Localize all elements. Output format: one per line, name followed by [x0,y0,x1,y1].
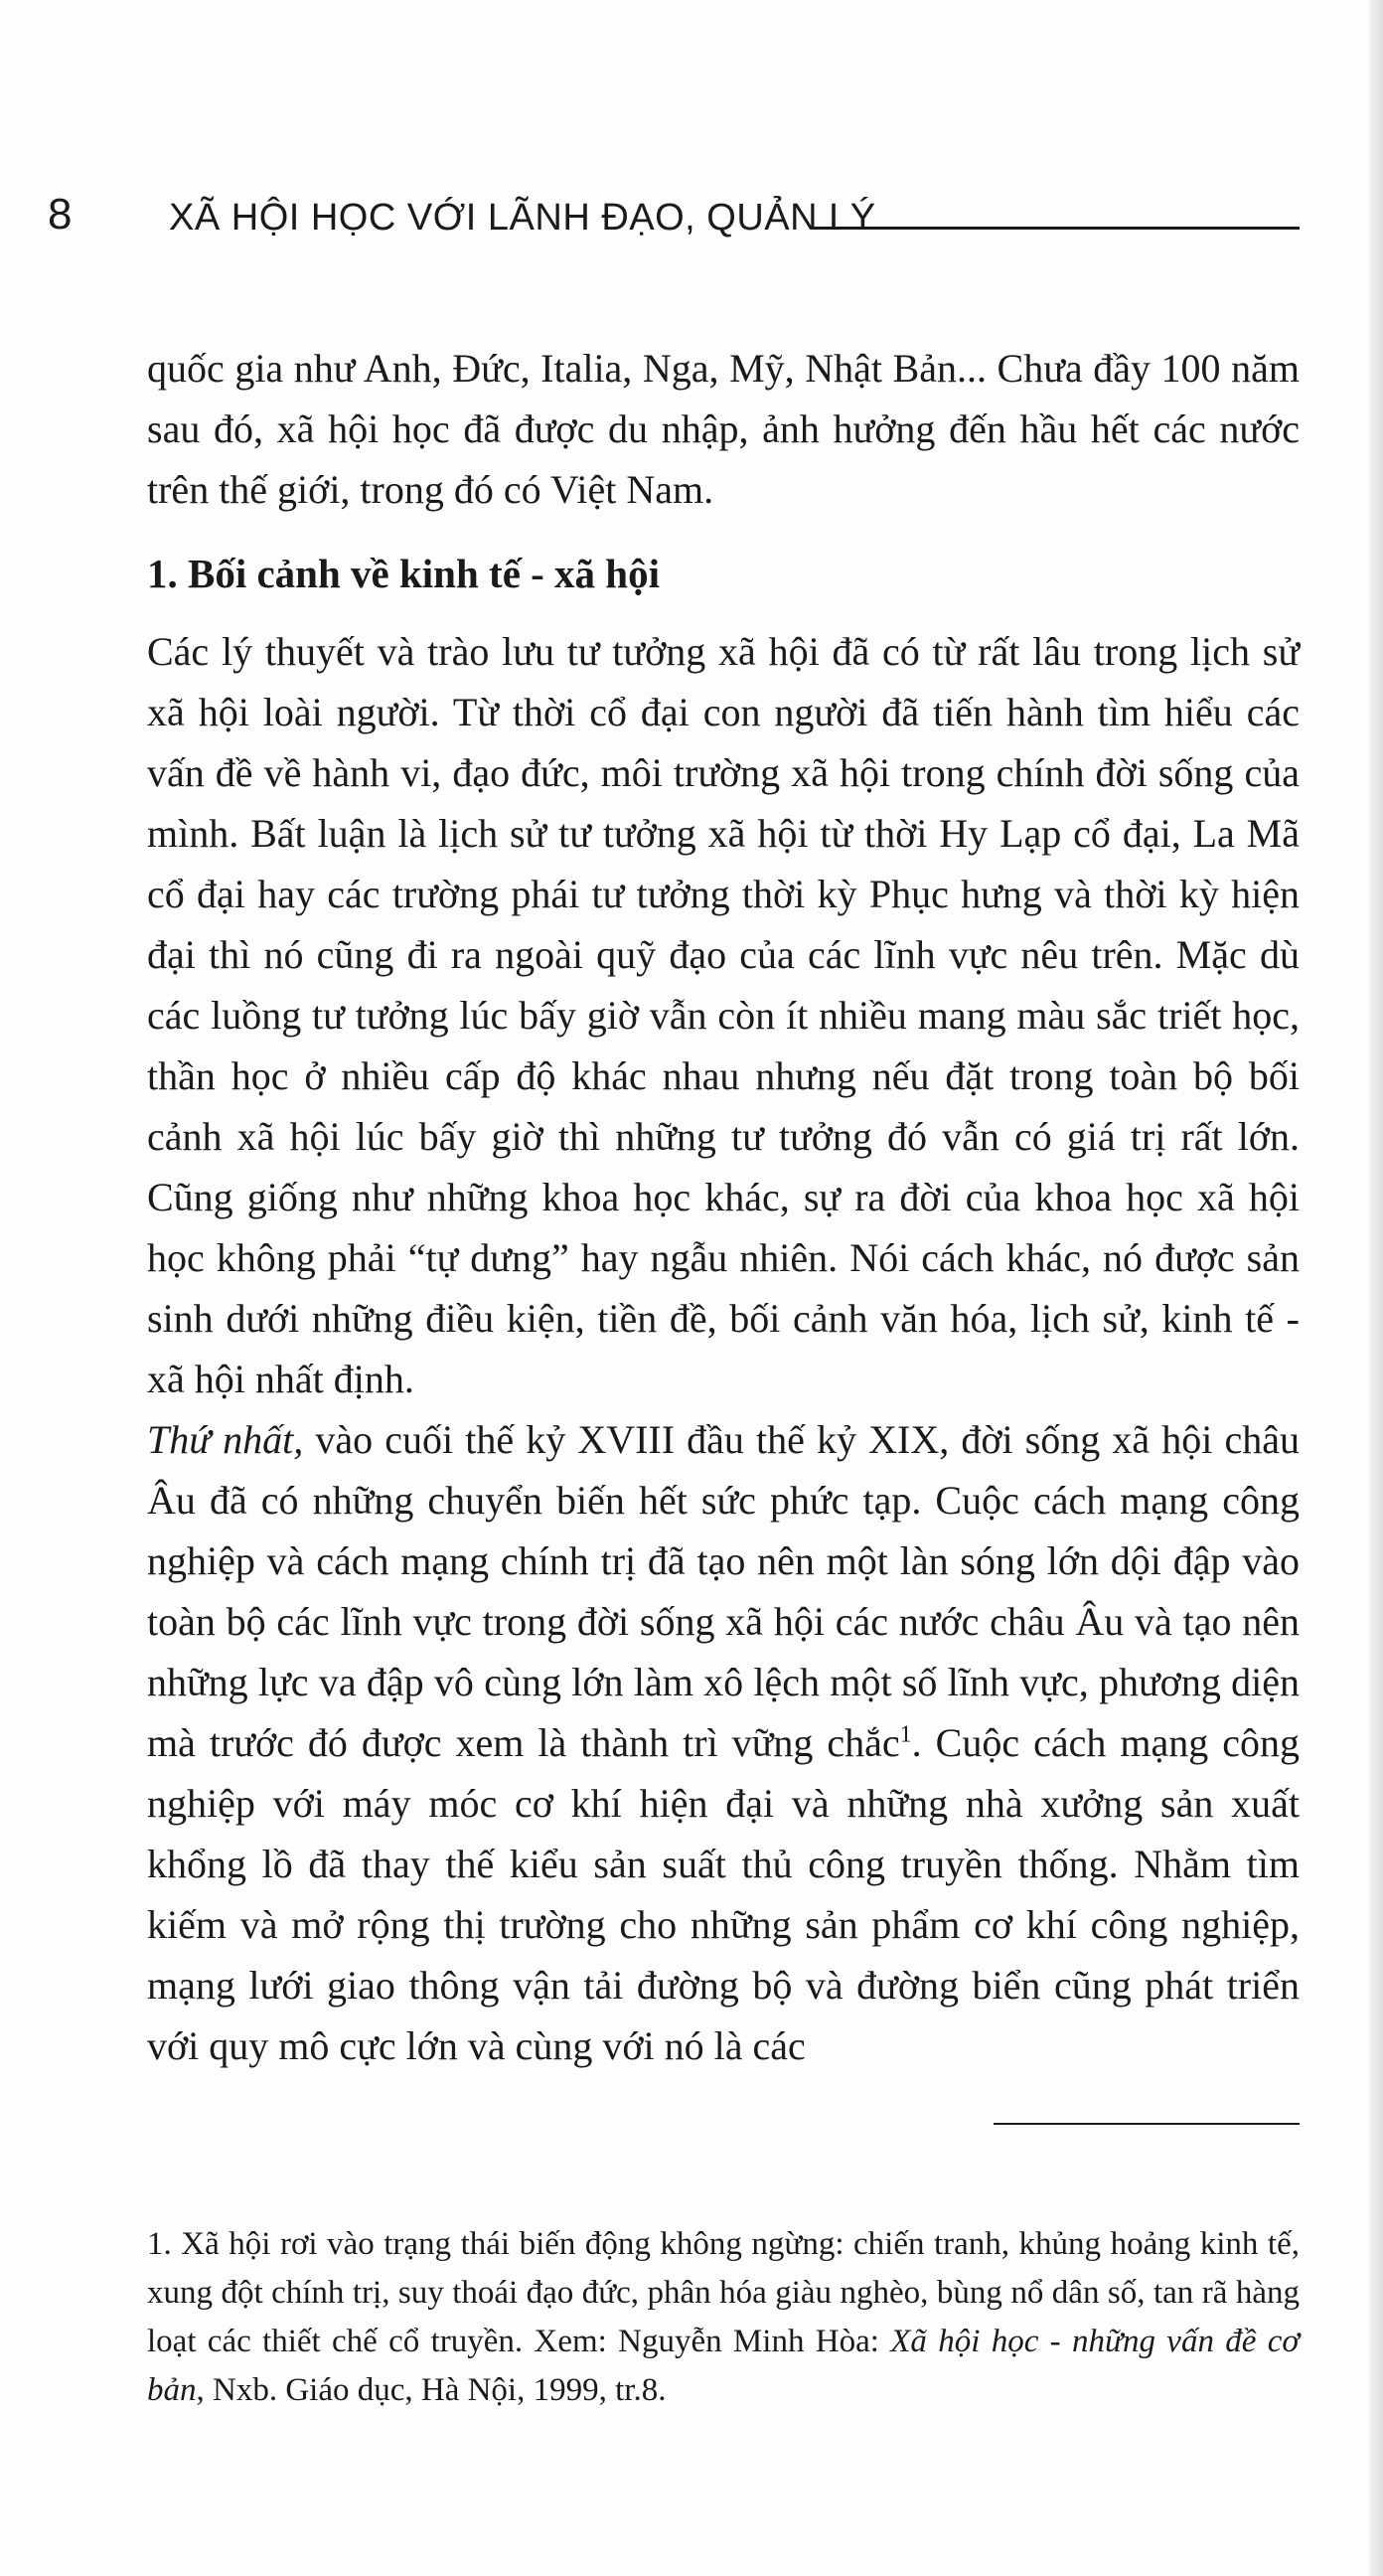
page-number: 8 [48,190,73,239]
section-heading: 1. Bối cảnh về kinh tế - xã hội [147,551,660,596]
running-header [48,189,1300,248]
intro-paragraph: quốc gia như Anh, Đức, Italia, Nga, Mỹ, Nhật Bản... Chưa đầy 100 năm sau đó, xã hội học đã được du nhập, ảnh hưởng đến hầu hết các nước trên thế giới, trong đó có Việt Nam. [147,346,1300,512]
header-rule [813,227,1300,230]
paragraph-first-point [147,1409,1300,2076]
footnote-paragraph [147,2220,1300,2415]
body-text [147,338,1300,2076]
footnote-publication: , Nxb. Giáo dục, Hà Nội, 1999, tr.8. [196,2372,667,2408]
footnote-text: 1. Xã hội rơi vào trạng thái biến động không ngừng: chiến tranh, khủng hoảng kinh tế, xung đột chính trị, suy thoái đạo đức, phân hóa giàu nghèo, bùng nổ dân số, tan rã hàng loạt các thiết chế cổ truyền. Xem: Nguyễn Minh Hòa: [147,2226,1300,2359]
paragraph-lead-italic: Thứ nhất, [147,1417,304,1462]
running-title: XÃ HỘI HỌC VỚI LÃNH ĐẠO, QUẢN LÝ [169,197,876,239]
footnote-rule [994,2123,1300,2125]
page-edge-shadow [1369,0,1383,2576]
paragraph-context: Các lý thuyết và trào lưu tư tưởng xã hội đã có từ rất lâu trong lịch sử xã hội loài người. Từ thời cổ đại con người đã tiến hành tìm hiểu các vấn đề về hành vi, đạo đức, môi trường xã hội trong chính đời sống của mình. Bất luận là lịch sử tư tưởng xã hội từ thời Hy Lạp cổ đại, La Mã cổ đại hay các trường phái tư tưởng thời kỳ Phục hưng và thời kỳ hiện đại thì nó cũng đi ra ngoài quỹ đạo của các lĩnh vực nêu trên. Mặc dù các luồng tư tưởng lúc bấy giờ vẫn còn ít nhiều mang màu sắc triết học, thần học ở nhiều cấp độ khác nhau nhưng nếu đặt trong toàn bộ bối cảnh xã hội lúc bấy giờ thì những tư tưởng đó vẫn có giá trị rất lớn. Cũng giống như những khoa học khác, sự ra đời của khoa học xã hội học không phải “tự dưng” hay ngẫu nhiên. Nói cách khác, nó được sản sinh dưới những điều kiện, tiền đề, bối cảnh văn hóa, lịch sử, kinh tế - xã hội nhất định. [147,629,1300,1401]
paragraph-first-point-rest: . Cuộc cách mạng công nghiệp với máy móc cơ khí hiện đại và những nhà xưởng sản xuất khổng lồ đã thay thế kiểu sản suất thủ công truyền thống. Nhằm tìm kiếm và mở rộng thị trường cho những sản phẩm cơ khí công nghiệp, mạng lưới giao thông vận tải đường bộ và đường biển cũng phát triển với quy mô cực lớn và cùng với nó là các [147,1720,1300,2068]
footnote-reference[interactable]: 1 [899,1721,912,1748]
footnote-book-title: Xã hội học - những vấn đề cơ bản [147,2324,1300,2408]
paragraph-first-point-text: vào cuối thế kỷ XVIII đầu thế kỷ XIX, đời sống xã hội châu Âu đã có những chuyển biến hết sức phức tạp. Cuộc cách mạng công nghiệp và cách mạng chính trị đã tạo nên một làn sóng lớn dội đập vào toàn bộ các lĩnh vực trong đời sống xã hội các nước châu Âu và tạo nên những lực va đập vô cùng lớn làm xô lệch một số lĩnh vực, phương diện mà trước đó được xem là thành trì vững chắc [147,1417,1300,1765]
footnote [147,2220,1300,2415]
